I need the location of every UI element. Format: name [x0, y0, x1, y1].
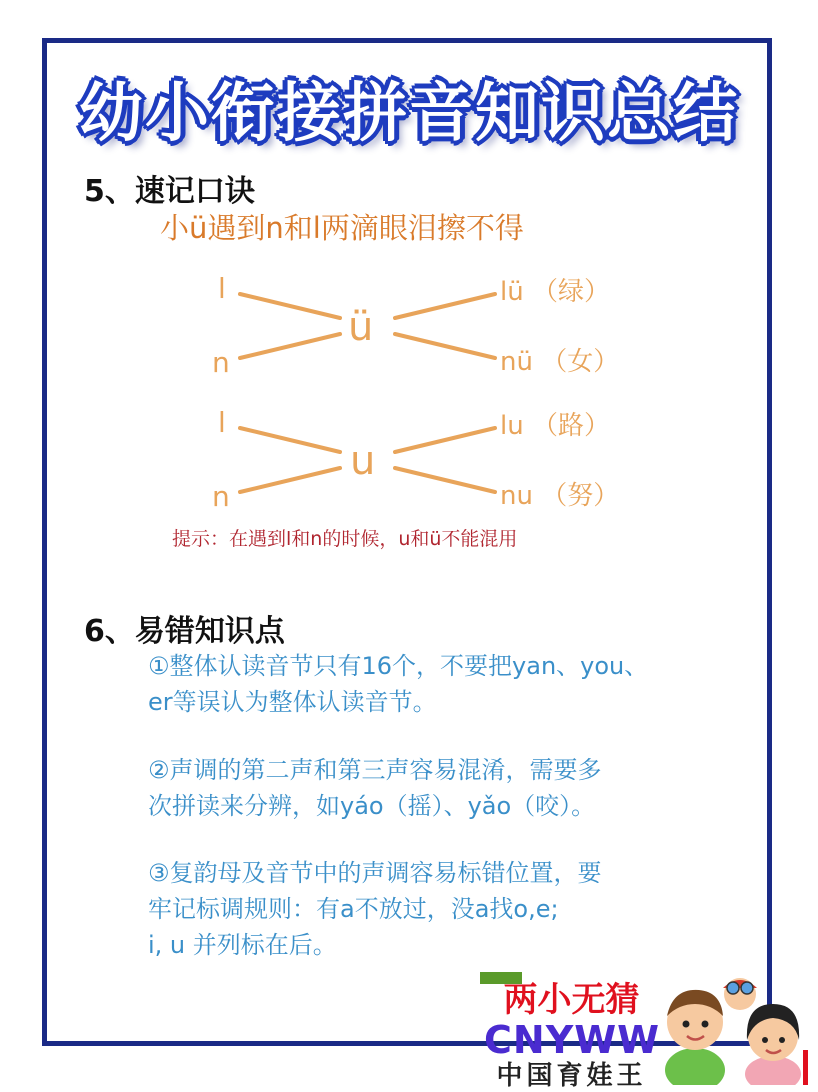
brand-name-cn: 两小无猜 — [503, 980, 640, 1020]
brand-slogan: 中国育娃王 — [496, 1061, 647, 1091]
letter-l-bottom: l — [218, 406, 226, 439]
syllable-lu: lu （路） — [500, 411, 610, 441]
syllable-nu: nu （努） — [500, 481, 620, 511]
brand-name-en: CNYWW — [484, 1018, 661, 1062]
tip-1-line-1: ①整体认读音节只有16个，不要把yan、you、 — [148, 652, 649, 680]
syllable-nu-umlaut: nü （女） — [500, 347, 620, 377]
tip-item-1 — [148, 648, 708, 720]
brand-watermark — [484, 980, 659, 1092]
center-u-umlaut: ü — [348, 304, 374, 350]
line-n-to-u — [240, 468, 340, 492]
line-u-to-nu — [395, 468, 495, 492]
tip-item-3 — [148, 855, 708, 963]
letter-l-top: l — [218, 272, 226, 305]
page-title: 幼小衔接拼音知识总结 — [79, 77, 739, 151]
cartoon-kids-icon — [655, 970, 815, 1085]
hint-text: 提示：在遇到l和n的时候，u和ü不能混用 — [172, 528, 518, 550]
mnemonic-rhyme: 小ü遇到n和l两滴眼泪擦不得 — [160, 211, 524, 245]
tip-item-2 — [148, 752, 708, 824]
lu-nu-diagram — [190, 262, 630, 522]
line-u-to-lu — [395, 428, 495, 452]
tip-2-line-2: 次拼读来分辨，如yáo（摇）、yǎo（咬）。 — [148, 792, 596, 820]
letter-n-top: n — [212, 346, 230, 379]
line-l-to-u-umlaut — [240, 294, 340, 318]
center-u: u — [350, 438, 376, 484]
tip-3-line-1: ③复韵母及音节中的声调容易标错位置，要 — [148, 859, 602, 887]
syllable-lu-umlaut: lü （绿） — [500, 277, 610, 307]
line-n-to-u-umlaut — [240, 334, 340, 358]
line-u-umlaut-to-lu — [395, 294, 495, 318]
letter-n-bottom: n — [212, 480, 230, 513]
line-l-to-u — [240, 428, 340, 452]
tip-3-line-3: i, u 并列标在后。 — [148, 931, 337, 959]
tip-1-line-2: er等误认为整体认读音节。 — [148, 688, 437, 716]
section-5-heading: 5、速记口诀 — [84, 174, 255, 209]
line-u-umlaut-to-nu — [395, 334, 495, 358]
tip-2-line-1: ②声调的第二声和第三声容易混淆，需要多 — [148, 756, 602, 784]
section-6-heading: 6、易错知识点 — [84, 614, 285, 649]
tip-3-line-2: 牢记标调规则：有a不放过，没a找o,e; — [148, 895, 559, 923]
